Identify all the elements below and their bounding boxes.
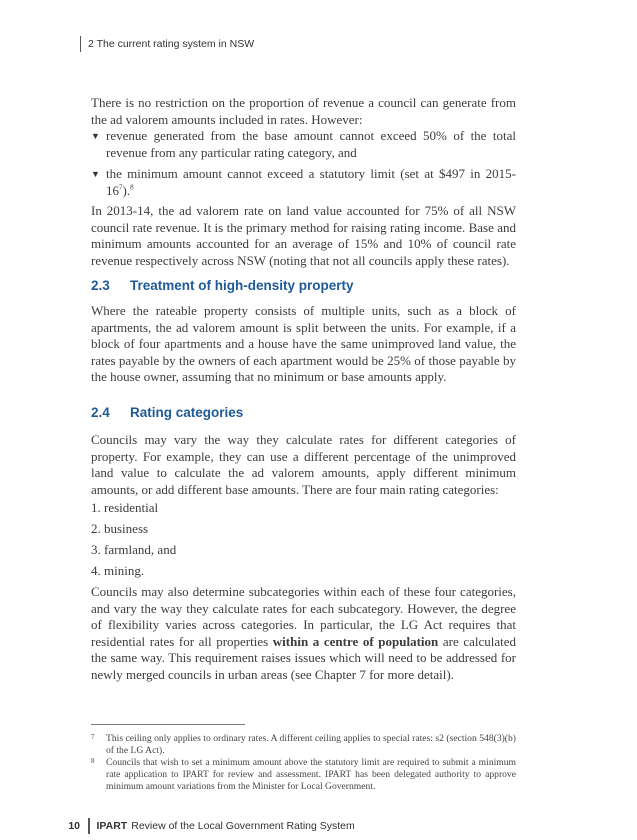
bullet-tail: ). [122,182,131,198]
intro-paragraph-1: There is no restriction on the proportion of revenue a council can generate from the ad valorem amounts included in rates. However: [91,95,516,127]
footnote-ref: 8 [130,183,134,192]
section-number: 2.3 [91,278,110,293]
page-number: 10 [68,820,80,832]
list-item: 2. business [91,521,149,536]
list-item: 4. mining. [91,563,145,578]
footnote-divider [91,724,245,725]
section-2-4-paragraph-2 [91,584,516,683]
list-item [91,166,516,199]
list-item [91,128,516,161]
footnote [91,733,516,757]
bullet-text: revenue generated from the base amount cannot exceed 50% of the total revenue from any particular rating category, and [106,128,516,160]
section-heading-2-3 [91,278,354,293]
footnote-text: Councils that wish to set a minimum amount above the statutory limit are required to submit a minimum rate application to IPART for review and assessment. IPART has been delegated authority to approve minimum amount variations from the Minister for Local Government. [106,757,516,792]
footnote-number: 8 [91,757,95,765]
emphasis-text: within a centre of population [272,633,439,649]
footnote [91,757,516,793]
brand-name: IPART [96,820,128,832]
footnote-ref: 7 [119,183,123,192]
section-heading-2-4 [91,405,243,420]
footnote-number: 7 [91,733,95,741]
section-title: Treatment of high-density property [130,278,354,293]
footer-divider [88,818,90,834]
footnote-text: This ceiling only applies to ordinary rates. A different ceiling applies to special rates: s2 (section 548(3)(b) of the LG Act). [106,733,516,756]
paragraph-text: are calculated the same way. This requirement raises issues which will need to be addressed for newly merged councils in urban areas (see Chapter 7 for more detail). [91,633,517,682]
section-title: Rating categories [130,405,244,420]
intro-paragraph-2: In 2013-14, the ad valorem rate on land value accounted for 75% of all NSW council rate revenue. It is the primary method for raising rating income. Base and minimum amounts accounted for an average of 15% and 10% of council rate revenue respectively across NSW (noting that not all councils apply these rates). [91,203,516,268]
paragraph-text: Councils may also determine subcategories within each of these four categories, and vary the way they calculate rates for each subcategory. However, the degree of flexibility varies across categories. In particular, the LG Act requires that residential rates for all properties [91,584,516,649]
bullet-icon: ▼ [91,131,100,141]
footnotes [91,733,516,793]
section-2-3-paragraph: Where the rateable property consists of multiple units, such as a block of apartments, the ad valorem amount is split between the units. For example, if a block of four apartments and a house have the same unimproved land value, the rates payable by the owners of each apartment would be 25% of those payable by the house owner, assuming that no minimum or base amounts apply. [91,303,516,384]
chapter-title: 2 The current rating system in NSW [88,38,255,50]
list-item: 3. farmland, and [91,542,177,557]
rating-categories-list [91,500,176,584]
list-item: 1. residential [91,500,159,515]
document-title: Review of the Local Government Rating System [131,820,355,832]
section-2-4-paragraph-1: Councils may vary the way they calculate rates for different categories of property. For example, they can use a different percentage of the unimproved land value to calculate the ad valorem amounts, apply different minimum amounts, or add different base amounts. There are four main rating categories: [91,432,516,497]
running-header [80,36,254,52]
bullet-list [91,128,516,199]
page-footer [58,818,355,834]
bullet-text: the minimum amount cannot exceed a statutory limit (set at $497 in 2015-16 [106,166,516,198]
bullet-icon: ▼ [91,169,100,179]
section-number: 2.4 [91,405,110,420]
